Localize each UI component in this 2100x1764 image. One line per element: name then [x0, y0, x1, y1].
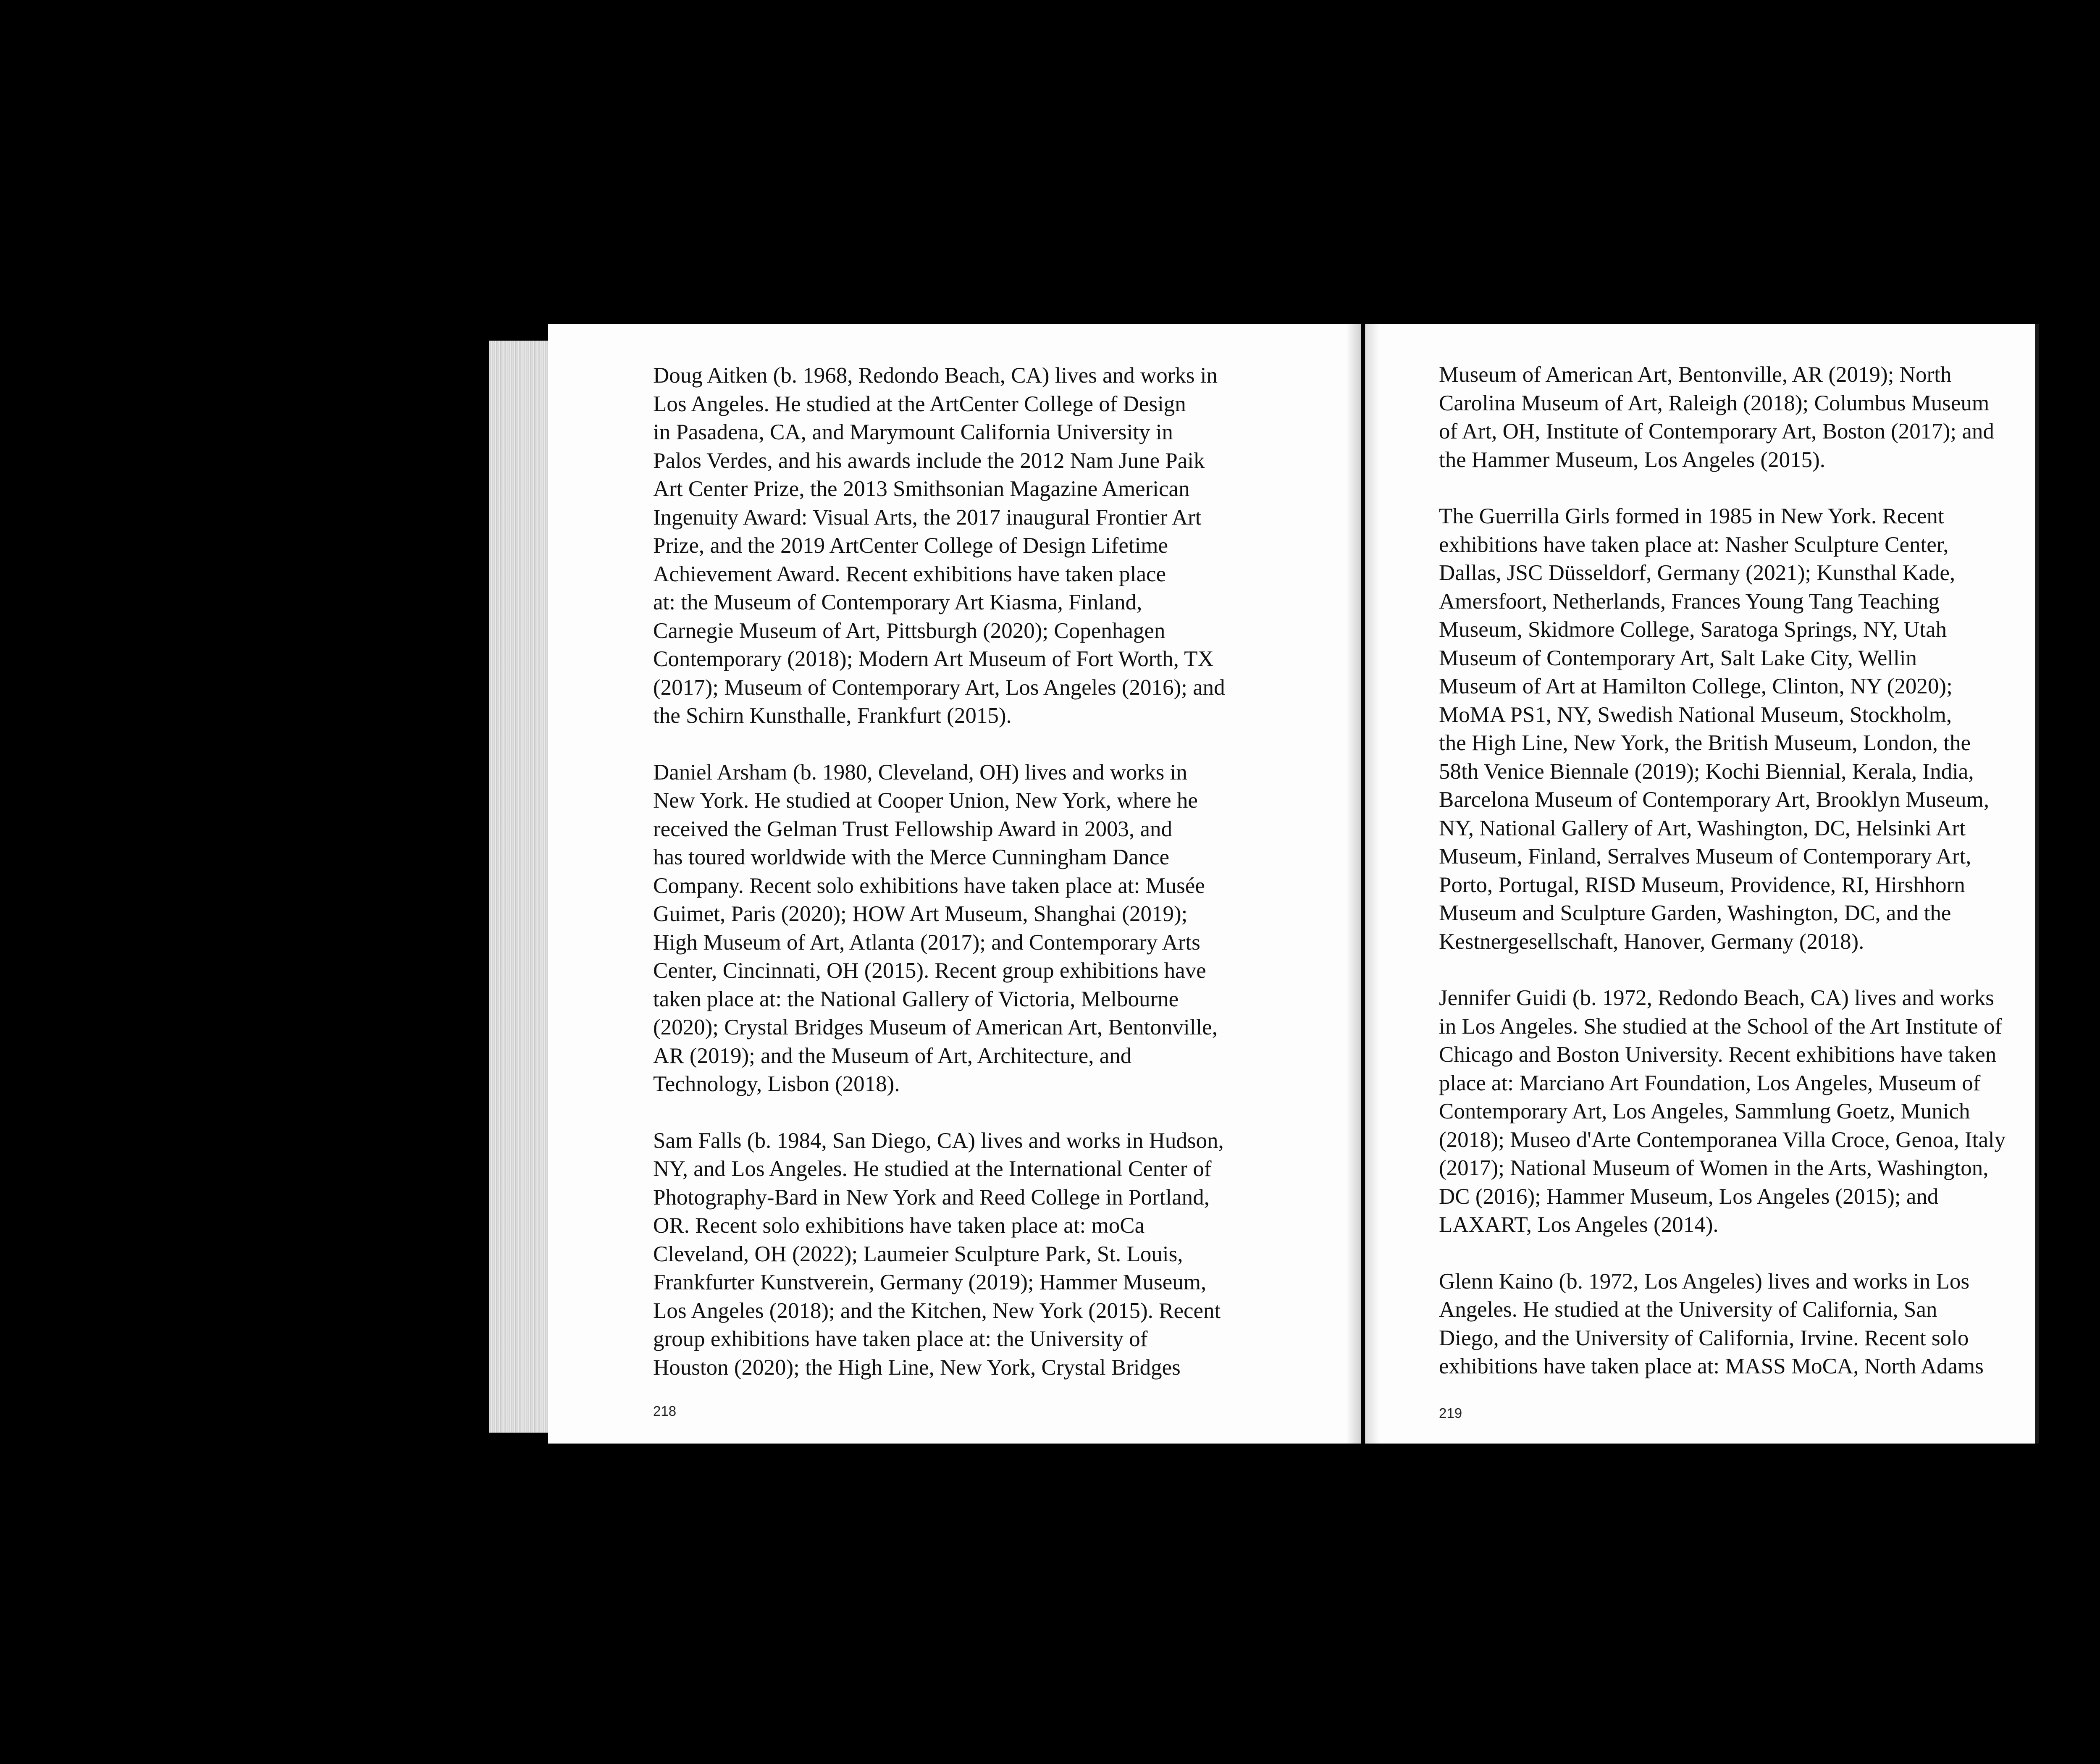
- left-page: [548, 324, 1361, 1444]
- bio-paragraph: Glenn Kaino (b. 1972, Los Angeles) lives and works in Los Angeles. He studied at the University of California, San Diego, and the University of California, Irvine. Recent solo exhibitions have taken place at: MASS MoCA, North Adams: [1439, 1269, 1984, 1378]
- page-number: 218: [653, 1403, 677, 1419]
- right-page-text: [1439, 361, 2021, 1409]
- bio-paragraph: Doug Aitken (b. 1968, Redondo Beach, CA) lives and works in Los Angeles. He studied at the ArtCenter College of Design in Pasadena, CA, and Marymount California University in Palos Verdes, and his awards include the 2012 Nam June Paik Art Center Prize, the 2013 Smithsonian Magazine American Ingenuity Award: Visual Arts, the 2017 inaugural Frontier Art Prize, and the 2019 ArtCenter College of Design Lifetime Achievement Award. Recent exhibitions have taken place at: the Museum of Contemporary Art Kiasma, Finland, Carnegie Museum of Art, Pittsburgh (2020); Copenhagen Contemporary (2018); Modern Art Museum of Fort Worth, TX (2017); Museum of Contemporary Art, Los Angeles (2016); and the Schirn Kunsthalle, Frankfurt (2015).: [653, 363, 1225, 728]
- bio-paragraph: Museum of American Art, Bentonville, AR (2019); North Carolina Museum of Art, Raleigh (2018); Columbus Museum of Art, OH, Institute of Contemporary Art, Boston (2017); and the Hammer Museum, Los Angeles (2015).: [1439, 362, 1994, 472]
- bio-paragraph: The Guerrilla Girls formed in 1985 in New York. Recent exhibitions have taken place at: Nasher Sculpture Center, Dallas, JSC Düsseldorf, Germany (2021); Kunsthal Kade, Amersfoort, Netherlands, Frances Young Tang Teaching Museum, Skidmore College, Saratoga Springs, NY, Utah Museum of Contemporary Art, Salt Lake City, Wellin Museum of Art at Hamilton College, Clinton, NY (2020); MoMA PS1, NY, Swedish National Museum, Stockholm, the High Line, New York, the British Museum, London, the 58th Venice Biennale (2019); Kochi Biennial, Kerala, India, Barcelona Museum of Contemporary Art, Brooklyn Museum, NY, National Gallery of Art, Washington, DC, Helsinki Art Museum, Finland, Serralves Museum of Contemporary Art, Porto, Portugal, RISD Museum, Providence, RI, Hirshhorn Museum and Sculpture Garden, Washington, DC, and the Kestnergesellschaft, Hanover, Germany (2018).: [1439, 504, 1990, 954]
- page-stack-edges: [489, 341, 548, 1433]
- bio-paragraph: Jennifer Guidi (b. 1972, Redondo Beach, CA) lives and works in Los Angeles. She studied at the School of the Art Institute of Chicago and Boston University. Recent exhibitions have taken place at: Marciano Art Foundation, Los Angeles, Museum of Contemporary Art, Los Angeles, Sammlung Goetz, Munich (2018); Museo d'Arte Contemporanea Villa Croce, Genoa, Italy (2017); National Museum of Women in the Arts, Washington, DC (2016); Hammer Museum, Los Angeles (2015); and LAXART, Los Angeles (2014).: [1439, 986, 2006, 1237]
- book-gutter: [1346, 324, 1380, 1444]
- bio-paragraph: Sam Falls (b. 1984, San Diego, CA) lives and works in Hudson, NY, and Los Angeles. He studied at the International Center of Photography-Bard in New York and Reed College in Portland, OR. Recent solo exhibitions have taken place at: moCa Cleveland, OH (2022); Laumeier Sculpture Park, St. Louis, Frankfurter Kunstverein, Germany (2019); Hammer Museum, Los Angeles (2018); and the Kitchen, New York (2015). Recent group exhibitions have taken place at: the University of Houston (2020); the High Line, New York, Crystal Bridges: [653, 1128, 1224, 1380]
- left-page-text: [653, 362, 1317, 1410]
- right-page: [1365, 324, 2039, 1444]
- bio-paragraph: Daniel Arsham (b. 1980, Cleveland, OH) lives and works in New York. He studied at Cooper Union, New York, where he received the Gelman Trust Fellowship Award in 2003, and has toured worldwide with the Merce Cunningham Dance Company. Recent solo exhibitions have taken place at: Musée Guimet, Paris (2020); HOW Art Museum, Shanghai (2019); High Museum of Art, Atlanta (2017); and Contemporary Arts Center, Cincinnati, OH (2015). Recent group exhibitions have taken place at: the National Gallery of Victoria, Melbourne (2020); Crystal Bridges Museum of American Art, Bentonville, AR (2019); and the Museum of Art, Architecture, and Technology, Lisbon (2018).: [653, 760, 1218, 1096]
- page-edge-shadow: [2035, 324, 2039, 1444]
- page-number: 219: [1439, 1405, 1462, 1421]
- open-book: [489, 324, 2039, 1444]
